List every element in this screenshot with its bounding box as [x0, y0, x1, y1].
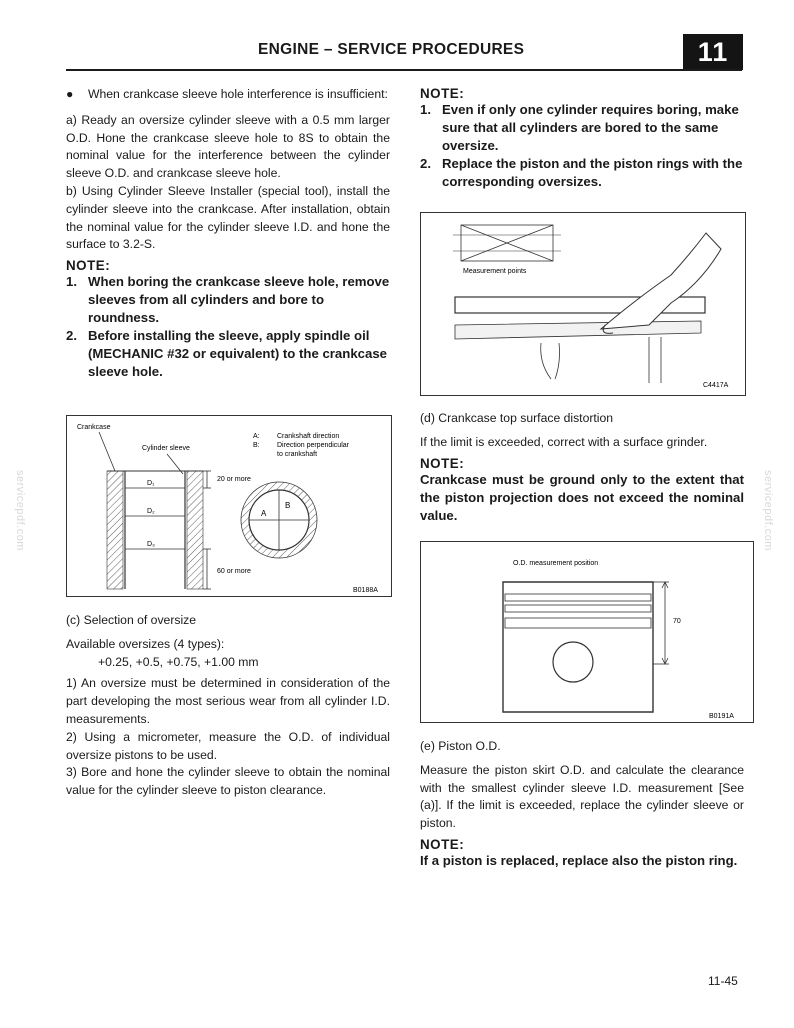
list-item-3: 3) Bore and hone the cylinder sleeve to obtain the nominal value for the cylinder sleeve to piston clearance.	[66, 765, 390, 798]
piston-diagram	[421, 542, 753, 722]
sleeve-diagram	[67, 416, 391, 596]
watermark-left: servicepdf.com	[14, 470, 26, 551]
hand-feeler-gauge	[601, 233, 721, 329]
ring-groove-3	[505, 618, 651, 628]
note-label-left: NOTE:	[66, 258, 111, 274]
note2-text: Crankcase must be ground only to the extent that the piston projection does not exceed the nominal value.	[420, 471, 744, 523]
note-item-1-right: 1. Even if only one cylinder requires boring, make sure that all cylinders are bored to the same oversize.	[420, 102, 739, 153]
bullet-paragraph: ● When crankcase sleeve hole interference is insufficient:	[66, 86, 390, 104]
note-item-2-right: 2. Replace the piston and the piston rings with the corresponding oversizes.	[420, 156, 743, 189]
crankcase-wall-right	[187, 471, 203, 589]
left-column-bottom	[66, 612, 390, 800]
figure-crankcase-distortion	[420, 212, 746, 396]
label-measurement-points: Measurement points	[463, 268, 527, 275]
circle-label-b: B	[285, 501, 291, 510]
label-d3: D₃	[147, 541, 155, 548]
ring-groove-2	[505, 605, 651, 612]
ring-groove-1	[505, 594, 651, 601]
legend-b-line1: Direction perpendicular	[277, 442, 349, 449]
available-oversizes-values: +0.25, +0.5, +0.75, +1.00 mm	[98, 654, 259, 669]
legend-a: Crankshaft direction	[277, 433, 340, 440]
section-d-title: (d) Crankcase top surface distortion	[420, 411, 614, 425]
distortion-diagram	[421, 213, 745, 395]
figure-code-c4417a: C4417A	[703, 382, 729, 389]
note3-text: If a piston is replaced, replace also the piston ring.	[420, 852, 738, 868]
note2-label: NOTE:	[420, 455, 465, 471]
legend-b-key: B:	[253, 442, 260, 449]
list-item-1: 1) An oversize must be determined in consideration of the part developing the most serious wear from all cylinder I.D. measurements.	[66, 676, 391, 726]
label-crankcase: Crankcase	[77, 424, 111, 431]
figure-code-b0188a: B0188A	[353, 587, 378, 594]
header-rule	[66, 69, 742, 71]
section-c-title: (c) Selection of oversize	[66, 613, 197, 627]
crankcase-detail	[541, 343, 560, 379]
right-column-bottom	[420, 738, 744, 870]
page-number: 11-45	[708, 974, 738, 988]
crankcase-top-surface	[455, 321, 701, 339]
left-column-top	[66, 86, 390, 381]
crankcase-wall-left	[107, 471, 123, 589]
page-header-title: ENGINE – SERVICE PROCEDURES	[258, 41, 525, 58]
label-d2: D₂	[147, 508, 155, 515]
label-d1: D₁	[147, 480, 155, 487]
label-cylinder-sleeve: Cylinder sleeve	[142, 445, 190, 452]
chapter-tab: 11	[683, 34, 743, 70]
legend-b-line2: to crankshaft	[277, 451, 318, 458]
paragraph-a: a) Ready an oversize cylinder sleeve with a 0.5 mm larger O.D. Hone the crankcase sleeve hole to 8S to obtain the nominal value for the interference between the cylinder sleeve O.D. and crankcase sleeve hole.	[66, 112, 390, 181]
circle-label-a: A	[261, 509, 267, 518]
watermark-right: servicepdf.com	[762, 470, 774, 551]
section-e-text: Measure the piston skirt O.D. and calculate the clearance with the smallest cylinder sleeve I.D. measurement [See (a)]. If the limit is exceeded, replace the cylinder sleeve or piston.	[420, 762, 744, 831]
legend-a-key: A:	[253, 433, 260, 440]
right-column-top	[420, 86, 744, 191]
figure-code-b0191a: B0191A	[709, 713, 734, 720]
bullet-dot: ●	[66, 87, 74, 101]
right-column-middle	[420, 410, 744, 525]
label-dim-70: 70	[673, 618, 681, 625]
label-dim-top: 20 or more	[217, 476, 251, 483]
label-dim-bottom: 60 or more	[217, 568, 251, 575]
note-item-1-left: 1. When boring the crankcase sleeve hole, remove sleeves from all cylinders and bore to roundness.	[66, 274, 390, 326]
list-item-2: 2) Using a micrometer, measure the O.D. of individual oversize pistons to be used.	[66, 729, 390, 762]
note3-label: NOTE:	[420, 836, 465, 852]
paragraph-b: b) Using Cylinder Sleeve Installer (special tool), install the cylinder sleeve into the crankcase. After installation, obtain the nominal value for the cylinder sleeve I.D. and hone the surface to 3.2-S.	[66, 183, 390, 252]
label-od-position: O.D. measurement position	[513, 560, 599, 567]
piston-pin-boss	[553, 642, 593, 682]
section-d-text: If the limit is exceeded, correct with a surface grinder.	[420, 434, 708, 449]
note-label-right: NOTE:	[420, 86, 465, 101]
note-item-2-left: 2. Before installing the sleeve, apply spindle oil (MECHANIC #32 or equivalent) to the crankcase sleeve hole.	[66, 328, 387, 380]
available-oversizes-label: Available oversizes (4 types):	[66, 636, 225, 651]
leader-crankcase	[99, 432, 115, 471]
section-e-title: (e) Piston O.D.	[420, 739, 501, 753]
figure-piston-od	[420, 541, 754, 723]
figure-sleeve-measurement	[66, 415, 392, 597]
